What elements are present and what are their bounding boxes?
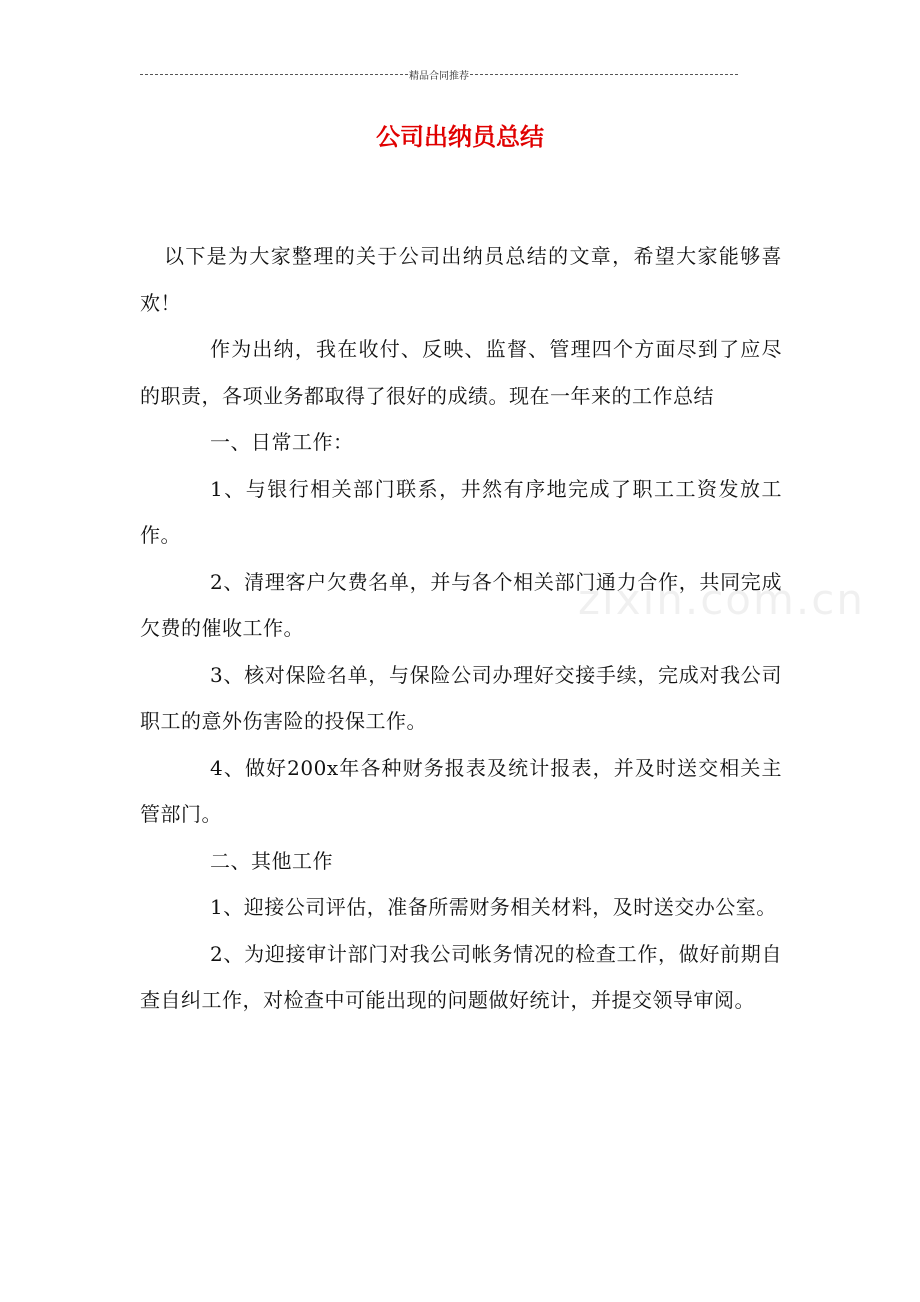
document-body (140, 233, 782, 1024)
intro-paragraph: 以下是为大家整理的关于公司出纳员总结的文章，希望大家能够喜欢！ (140, 244, 782, 315)
daily-work-item: 4、做好200x年各种财务报表及统计报表，并及时送交相关主管部门。 (140, 755, 782, 826)
daily-work-item: 1、与银行相关部门联系，井然有序地完成了职工工资发放工作。 (140, 476, 782, 547)
header-dash-right (470, 74, 738, 75)
watermark: zixin.com.cn (578, 575, 865, 624)
summary-paragraph: 作为出纳，我在收付、反映、监督、管理四个方面尽到了应尽的职责，各项业务都取得了很好的成绩。现在一年来的工作总结 (140, 337, 782, 408)
section-heading-daily-work: 一、日常工作： (210, 430, 354, 454)
daily-work-item: 3、核对保险名单，与保险公司办理好交接手续，完成对我公司职工的意外伤害险的投保工作。 (140, 662, 782, 733)
section-heading-other-work: 二、其他工作 (210, 848, 333, 873)
other-work-item: 1、迎接公司评估，准备所需财务相关材料，及时送交办公室。 (210, 895, 777, 919)
header-recommend-text: 精品合同推荐 (409, 71, 469, 82)
daily-work-item: 2、清理客户欠费名单，并与各个相关部门通力合作，共同完成欠费的催收工作。 (140, 569, 782, 640)
document-title: 公司出纳员总结 (376, 123, 544, 151)
other-work-item: 2、为迎接审计部门对我公司帐务情况的检查工作，做好前期自查自纠工作，对检查中可能出现的问题做好统计，并提交领导审阅。 (140, 941, 782, 1012)
header-dash-left (140, 74, 408, 75)
page-header (140, 67, 738, 82)
